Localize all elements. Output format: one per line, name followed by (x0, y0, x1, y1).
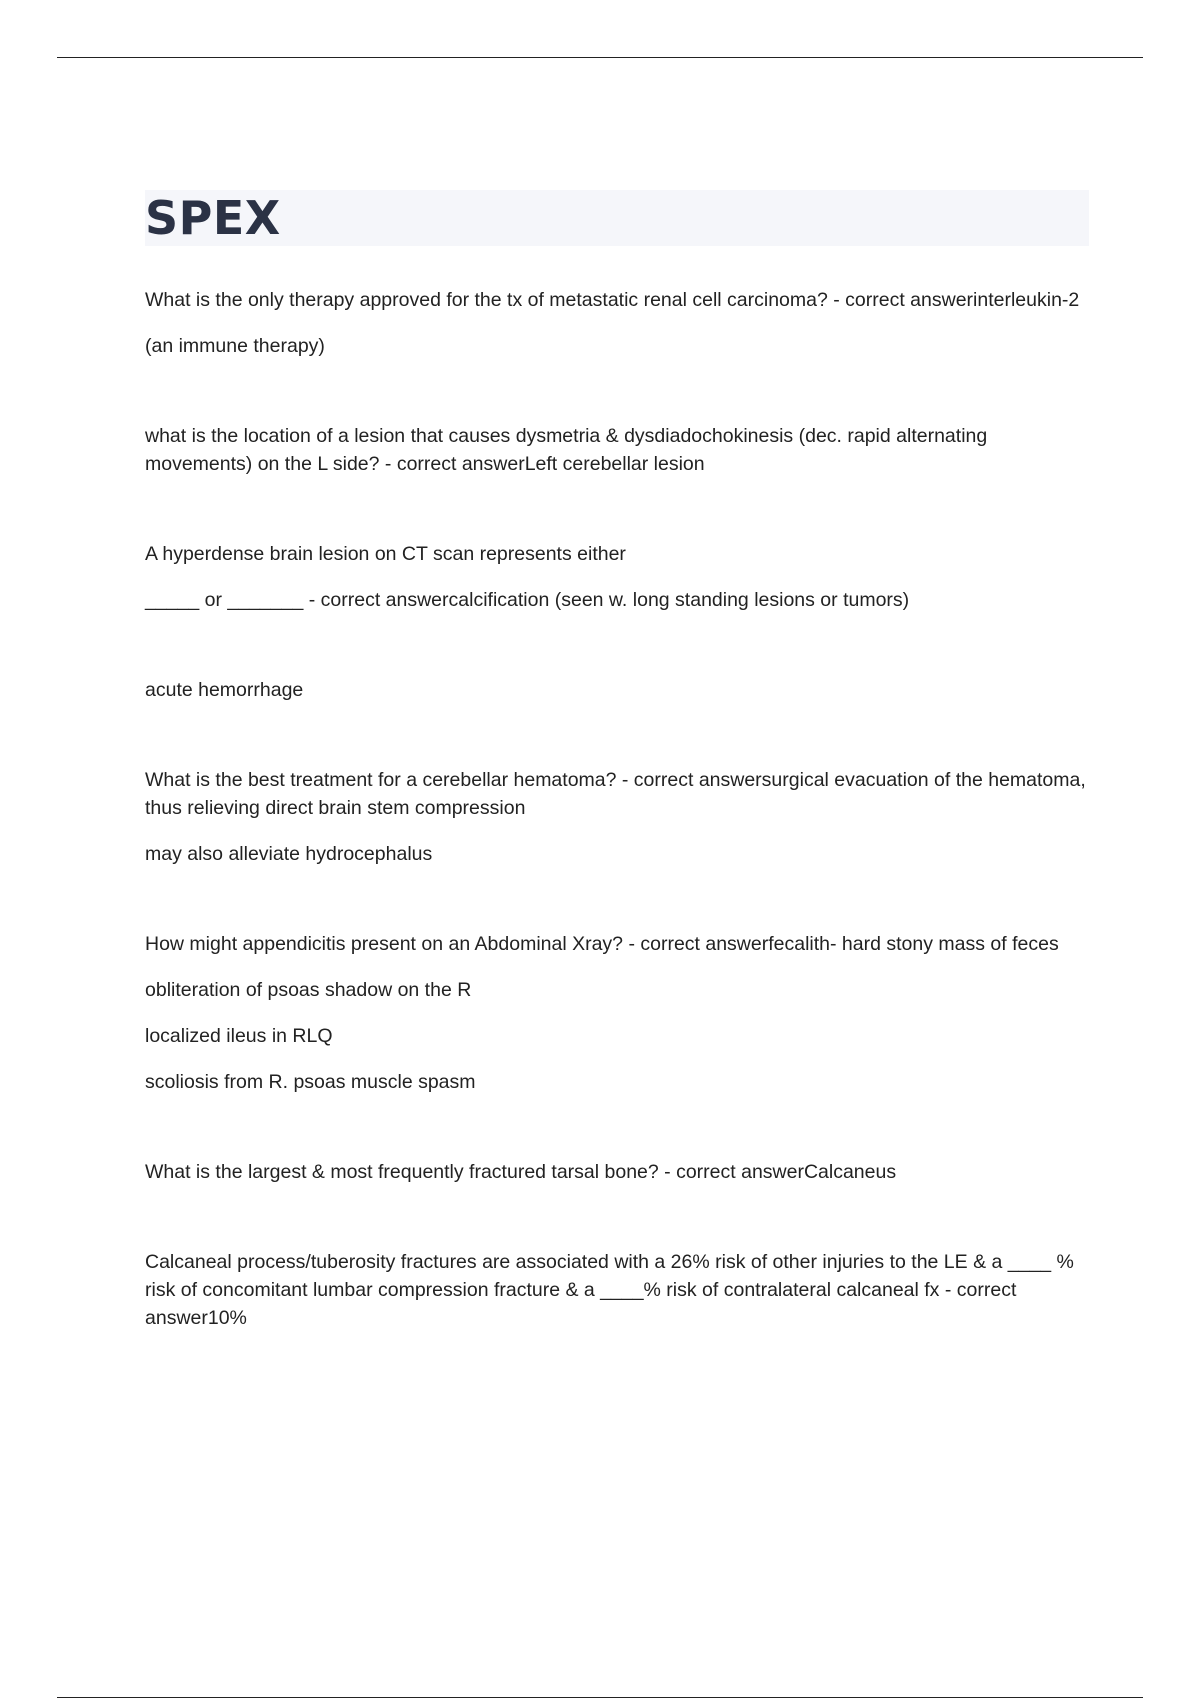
qa-block (145, 540, 1089, 614)
title-band (145, 190, 1089, 246)
qa-block (145, 1248, 1089, 1332)
answer-line: (an immune therapy) (145, 335, 325, 357)
document-title: SPEX (145, 191, 281, 245)
question-line: What is the best treatment for a cerebellar hematoma? - correct answersurgical evacuation of the hematoma, thus relieving direct brain stem compression (145, 769, 1086, 819)
question-line: Calcaneal process/tuberosity fractures are associated with a 26% risk of other injuries to the LE & a ____ % risk of concomitant lumbar compression fracture & a ____% risk of contralateral calcaneal fx - correct answer10% (145, 1251, 1074, 1329)
question-line: What is the only therapy approved for the tx of metastatic renal cell carcinoma? - correct answerinterleukin-2 (145, 289, 1080, 311)
question-line: A hyperdense brain lesion on CT scan represents either (145, 543, 626, 565)
document-body (145, 190, 1089, 1394)
qa-block (145, 286, 1089, 360)
answer-line: obliteration of psoas shadow on the R (145, 979, 472, 1001)
answer-line: may also alleviate hydrocephalus (145, 843, 433, 865)
bottom-rule (57, 1697, 1143, 1698)
qa-block (145, 930, 1089, 1096)
qa-block (145, 676, 1089, 704)
question-line: what is the location of a lesion that causes dysmetria & dysdiadochokinesis (dec. rapid alternating movements) on the L side? - correct answerLeft cerebellar lesion (145, 425, 988, 475)
qa-block (145, 1158, 1089, 1186)
answer-line: localized ileus in RLQ (145, 1025, 333, 1047)
question-line: _____ or _______ - correct answercalcification (seen w. long standing lesions or tumors) (145, 589, 910, 611)
question-line: How might appendicitis present on an Abdominal Xray? - correct answerfecalith- hard stony mass of feces (145, 933, 1059, 955)
qa-block (145, 766, 1089, 868)
answer-line: scoliosis from R. psoas muscle spasm (145, 1071, 476, 1093)
answer-line: acute hemorrhage (145, 679, 304, 701)
question-line: What is the largest & most frequently fractured tarsal bone? - correct answerCalcaneus (145, 1161, 897, 1183)
qa-block (145, 422, 1089, 478)
top-rule (57, 57, 1143, 58)
